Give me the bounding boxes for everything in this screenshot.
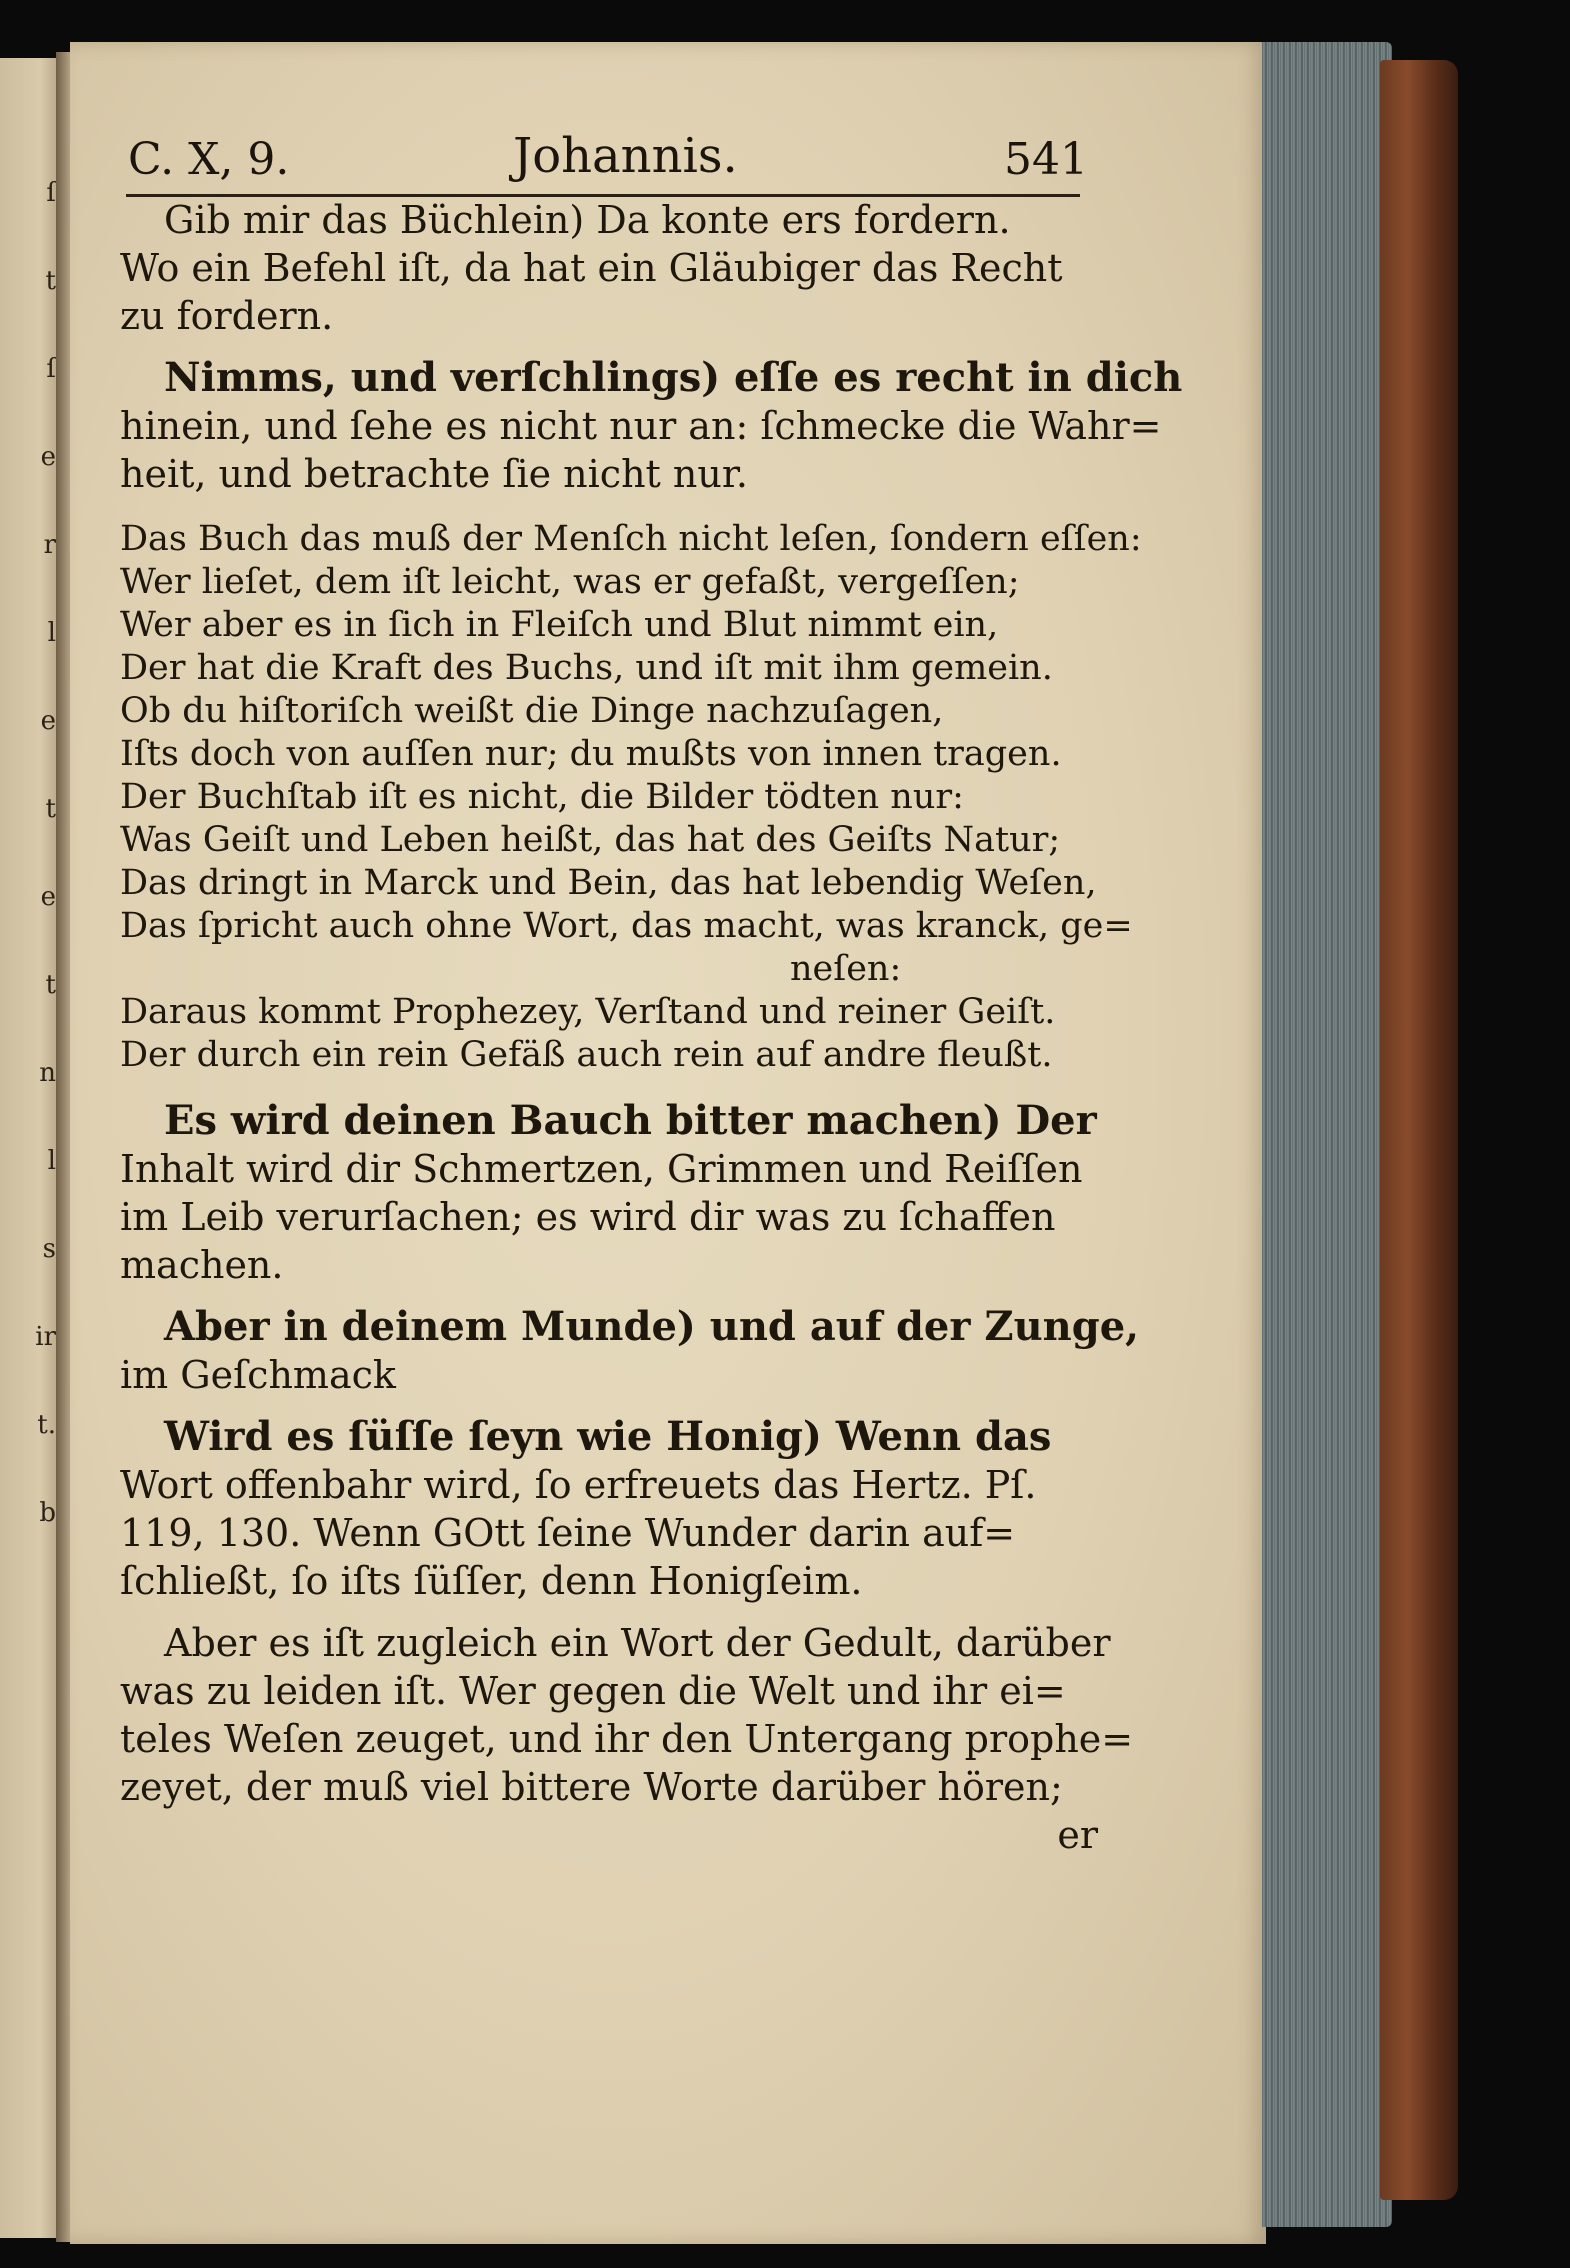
- text-line: Gib mir das Büchlein) Da konte ers fordern.: [164, 198, 1011, 242]
- verse-line: Wer aber es in ſich in Fleiſch und Blut nimmt ein,: [120, 605, 999, 645]
- left-margin-fragment: l: [47, 618, 56, 648]
- text-line: hinein, und ſehe es nicht nur an: ſchmecke die Wahr=: [120, 404, 1162, 448]
- verse-line: Das ſpricht auch ohne Wort, das macht, was kranck, ge=: [120, 906, 1133, 946]
- paragraph-6: [120, 1619, 1134, 1811]
- left-page-edge: [0, 58, 58, 2238]
- verse-line: neſen:: [790, 949, 902, 989]
- paragraph-3: [120, 1097, 1110, 1289]
- verse-line: Das Buch das muß der Menſch nicht leſen, ſondern eſſen:: [120, 519, 1142, 559]
- text-line: Es wird deinen Bauch bitter machen) Der: [164, 1097, 1097, 1144]
- text-line: heit, und betrachte ſie nicht nur.: [120, 452, 748, 496]
- verse-line: Der hat die Kraft des Buchs, und iſt mit ihm gemein.: [120, 648, 1053, 688]
- running-title: Johannis.: [513, 128, 738, 184]
- left-margin-fragment: l: [47, 1146, 56, 1176]
- paragraph-1: [120, 196, 1110, 340]
- page-body: [120, 196, 1183, 1859]
- text-line: Wo ein Befehl iſt, da hat ein Gläubiger das Recht: [120, 246, 1063, 290]
- text-line: zu fordern.: [120, 294, 334, 338]
- text-line: im Leib verurſachen; es wird dir was zu ſchaffen: [120, 1195, 1056, 1239]
- page-number: 541: [1004, 134, 1088, 185]
- left-margin-fragment: n: [39, 1058, 56, 1088]
- text-line: machen.: [120, 1243, 284, 1287]
- left-margin-fragment: r: [43, 530, 56, 560]
- text-line: zeyet, der muß viel bittere Worte darüber hören;: [120, 1765, 1063, 1809]
- left-margin-fragment: e: [40, 442, 56, 472]
- text-line: ſchließt, ſo iſts ſüſſer, denn Honigſeim.: [120, 1559, 863, 1603]
- chapter-reference: C. X, 9.: [128, 134, 290, 185]
- verse-line: Der Buchſtab iſt es nicht, die Bilder tödten nur:: [120, 777, 964, 817]
- left-margin-fragment: e: [40, 706, 56, 736]
- left-margin-fragment: t.: [37, 1410, 56, 1440]
- left-margin-fragment: e: [40, 882, 56, 912]
- text-line: im Geſchmack: [120, 1353, 396, 1397]
- verse-line: Der durch ein rein Gefäß auch rein auf andre fleußt.: [120, 1035, 1053, 1075]
- catchword: er: [1057, 1813, 1098, 1857]
- left-margin-fragments: [2, 178, 56, 1528]
- text-line: Wort offenbahr wird, ſo erfreuets das Hertz. Pſ.: [120, 1463, 1037, 1507]
- verse-line: Iſts doch von auſſen nur; du mußts von innen tragen.: [120, 734, 1062, 774]
- left-margin-fragment: ſ: [46, 178, 56, 208]
- running-header: [128, 128, 1088, 190]
- page-edges: [1262, 42, 1392, 2227]
- left-margin-fragment: t: [45, 794, 56, 824]
- text-line: Inhalt wird dir Schmertzen, Grimmen und Reiſſen: [120, 1147, 1083, 1191]
- text-line: Aber es iſt zugleich ein Wort der Gedult, darüber: [164, 1621, 1111, 1665]
- verse-line: Das dringt in Marck und Bein, das hat lebendig Weſen,: [120, 863, 1097, 903]
- paragraph-5: [120, 1413, 1110, 1605]
- left-margin-fragment: s: [42, 1234, 56, 1264]
- left-margin-fragment: t: [45, 266, 56, 296]
- book-cover: [1380, 60, 1458, 2200]
- paragraph-4: [120, 1303, 1140, 1399]
- paragraph-2: [120, 354, 1183, 498]
- verse-line: Ob du hiſtoriſch weißt die Dinge nachzuſagen,: [120, 691, 944, 731]
- text-line: Aber in deinem Munde) und auf der Zunge,: [164, 1303, 1140, 1350]
- text-line: 119, 130. Wenn GOtt ſeine Wunder darin auf=: [120, 1511, 1016, 1555]
- text-line: Wird es ſüſſe ſeyn wie Honig) Wenn das: [164, 1413, 1052, 1460]
- verse-block: [120, 518, 1142, 1077]
- left-margin-fragment: b: [39, 1498, 56, 1528]
- text-line: teles Weſen zeuget, und ihr den Untergang prophe=: [120, 1717, 1134, 1761]
- left-margin-fragment: t: [45, 970, 56, 1000]
- verse-line: Was Geiſt und Leben heißt, das hat des Geiſts Natur;: [120, 820, 1061, 860]
- verse-line: Wer lieſet, dem iſt leicht, was er gefaßt, vergeſſen;: [120, 562, 1020, 602]
- left-margin-fragment: ſ: [46, 354, 56, 384]
- text-line: was zu leiden iſt. Wer gegen die Welt und ihr ei=: [120, 1669, 1066, 1713]
- left-margin-fragment: ir: [35, 1322, 56, 1352]
- verse-line: Daraus kommt Prophezey, Verſtand und reiner Geiſt.: [120, 992, 1056, 1032]
- text-line: Nimms, und verſchlings) eſſe es recht in dich: [164, 354, 1183, 401]
